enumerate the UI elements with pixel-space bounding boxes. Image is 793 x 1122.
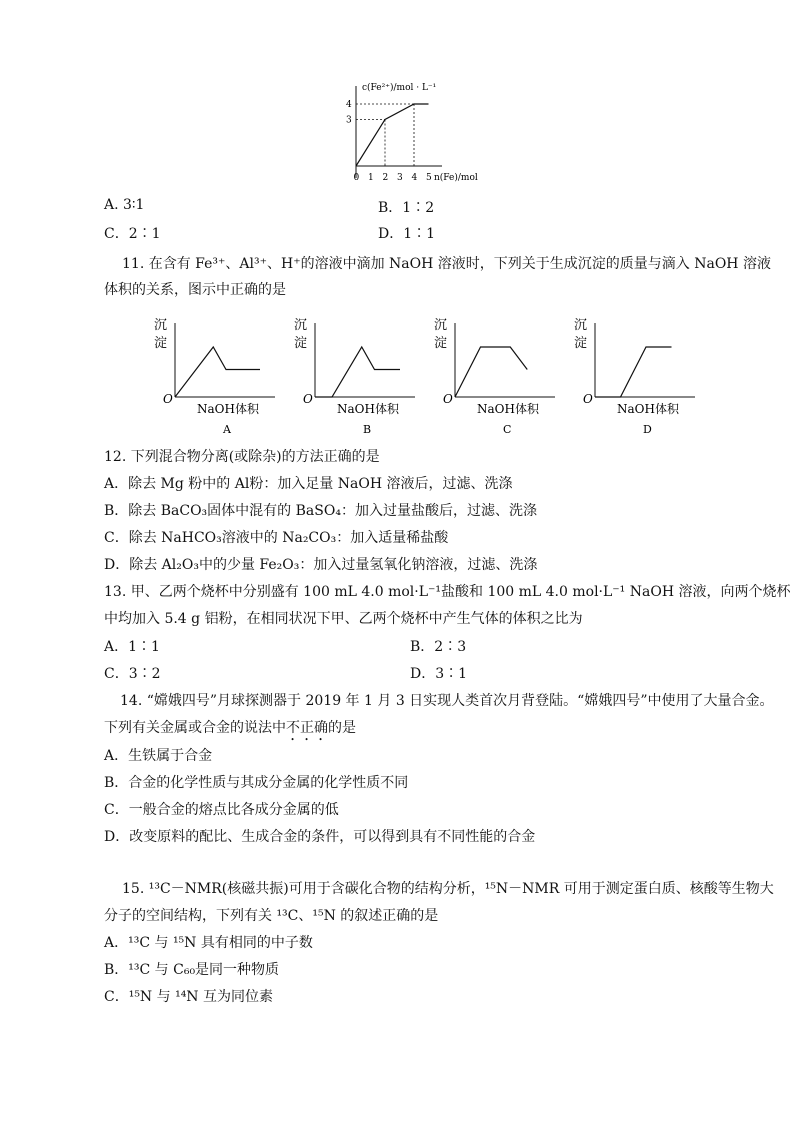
q10-option-a: A. 3∶1 xyxy=(104,197,145,213)
q12-option-a: A．除去 Mg 粉中的 Al粉：加入足量 NaOH 溶液后，过滤、洗涤 xyxy=(104,476,513,492)
fe-chart-xlabel: n(Fe)/mol xyxy=(434,173,478,183)
fe-chart xyxy=(330,70,500,190)
q14-option-b: B．合金的化学性质与其成分金属的化学性质不同 xyxy=(104,775,409,791)
q15-option-b: B．¹³C 与 C₆₀是同一种物质 xyxy=(104,962,280,978)
q11-panel-D xyxy=(574,318,695,435)
q14-option-d: D．改变原料的配比、生成合金的条件，可以得到具有不同性能的合金 xyxy=(104,829,536,845)
fe-chart-series-line xyxy=(356,104,429,166)
q15-option-c: C．¹⁵N 与 ¹⁴N 互为同位素 xyxy=(104,989,274,1005)
fe-chart-x-tick: 4 xyxy=(411,173,418,183)
q10-option-b: B．1∶2 xyxy=(378,200,435,216)
q11-panel-C xyxy=(434,318,555,435)
q11-y-label-1: 沉 xyxy=(294,318,308,333)
q11-panel-B xyxy=(294,318,415,435)
q11-stem-line1: 11. 在含有 Fe³⁺、Al³⁺、H⁺的溶液中滴加 NaOH 溶液时，下列关于生成沉淀的质量与滴入 NaOH 溶液 xyxy=(122,256,771,272)
q11-y-label-2: 淀 xyxy=(294,336,308,351)
q11-y-label-1: 沉 xyxy=(434,318,448,333)
q14-stem-part2: 的是 xyxy=(328,720,356,736)
q13-option-d: D．3∶1 xyxy=(410,666,468,682)
fe-chart-x-tick: 1 xyxy=(368,173,374,183)
q14-stem-line2 xyxy=(104,717,356,744)
fe-chart-y-tick: 3 xyxy=(346,115,352,126)
fe-chart-x-tick: 2 xyxy=(382,173,389,183)
q11-y-label-2: 淀 xyxy=(434,336,448,351)
q11-x-label: NaOH体积 xyxy=(477,402,539,416)
q11-origin: O xyxy=(583,392,593,406)
fe-chart-y-tick: 4 xyxy=(346,100,352,110)
q11-origin: O xyxy=(163,392,173,406)
q14-stem-part1: 下列有关金属或合金的说法中 xyxy=(104,720,286,736)
q11-y-label-2: 淀 xyxy=(154,336,168,351)
q11-x-label: NaOH体积 xyxy=(337,402,399,416)
q10-option-d: D．1∶1 xyxy=(378,226,436,242)
fe-chart-x-tick: 0 xyxy=(353,173,360,183)
q14-stem-line1: 14. “嫦娥四号”月球探测器于 2019 年 1 月 3 日实现人类首次月背登陆。“嫦娥四号”中使用了大量合金。 xyxy=(120,693,774,709)
q11-series-line xyxy=(455,347,527,397)
q14-emphasis: 不正确 xyxy=(286,720,328,736)
q13-option-b: B．2∶3 xyxy=(410,639,467,655)
q11-y-label-1: 沉 xyxy=(574,318,588,333)
fe-chart-ylabel: c(Fe²⁺)/mol · L⁻¹ xyxy=(362,83,437,93)
q11-origin: O xyxy=(443,392,453,406)
q14-option-a: A．生铁属于合金 xyxy=(104,748,213,764)
q15-stem-line1: 15. ¹³C－NMR(核磁共振)可用于含碳化合物的结构分析，¹⁵N－NMR 可用于测定蛋白质、核酸等生物大 xyxy=(122,881,774,897)
fe-chart-x-tick: 5 xyxy=(426,173,432,183)
q11-panel-A xyxy=(154,318,275,435)
q11-y-label-1: 沉 xyxy=(154,318,168,333)
q11-panel-label: D xyxy=(643,423,652,435)
q10-option-c: C．2∶1 xyxy=(104,226,161,242)
q12-stem: 12. 下列混合物分离(或除杂)的方法正确的是 xyxy=(104,449,380,465)
q12-option-d: D．除去 Al₂O₃中的少量 Fe₂O₃：加入过量氢氧化钠溶液，过滤、洗涤 xyxy=(104,557,538,573)
q11-x-label: NaOH体积 xyxy=(197,402,259,416)
q14-option-c: C．一般合金的熔点比各成分金属的低 xyxy=(104,802,339,818)
q15-stem-line2: 分子的空间结构，下列有关 ¹³C、¹⁵N 的叙述正确的是 xyxy=(104,908,439,924)
q11-series-line xyxy=(315,347,400,397)
q11-y-label-2: 淀 xyxy=(574,336,588,351)
q15-option-a: A．¹³C 与 ¹⁵N 具有相同的中子数 xyxy=(104,935,313,951)
q11-series-line xyxy=(595,347,672,397)
q13-stem-line2: 中均加入 5.4 g 铝粉，在相同状况下甲、乙两个烧杯中产生气体的体积之比为 xyxy=(104,611,583,627)
q11-charts xyxy=(140,315,700,435)
q13-option-c: C．3∶2 xyxy=(104,666,161,682)
q11-x-label: NaOH体积 xyxy=(617,402,679,416)
q11-origin: O xyxy=(303,392,313,406)
q11-panel-label: C xyxy=(503,423,512,435)
q13-stem-line1: 13. 甲、乙两个烧杯中分别盛有 100 mL 4.0 mol·L⁻¹盐酸和 100 mL 4.0 mol·L⁻¹ NaOH 溶液，向两个烧杯 xyxy=(104,584,791,600)
q13-option-a: A．1∶1 xyxy=(104,639,160,655)
q11-stem-line2: 体积的关系，图示中正确的是 xyxy=(104,282,286,298)
fe-chart-x-tick: 3 xyxy=(397,173,403,183)
q11-panel-label: B xyxy=(363,423,372,435)
q12-option-c: C．除去 NaHCO₃溶液中的 Na₂CO₃：加入适量稀盐酸 xyxy=(104,530,449,546)
q11-panel-label: A xyxy=(223,423,231,435)
q12-option-b: B．除去 BaCO₃固体中混有的 BaSO₄：加入过量盐酸后，过滤、洗涤 xyxy=(104,503,537,519)
q11-series-line xyxy=(175,347,260,397)
